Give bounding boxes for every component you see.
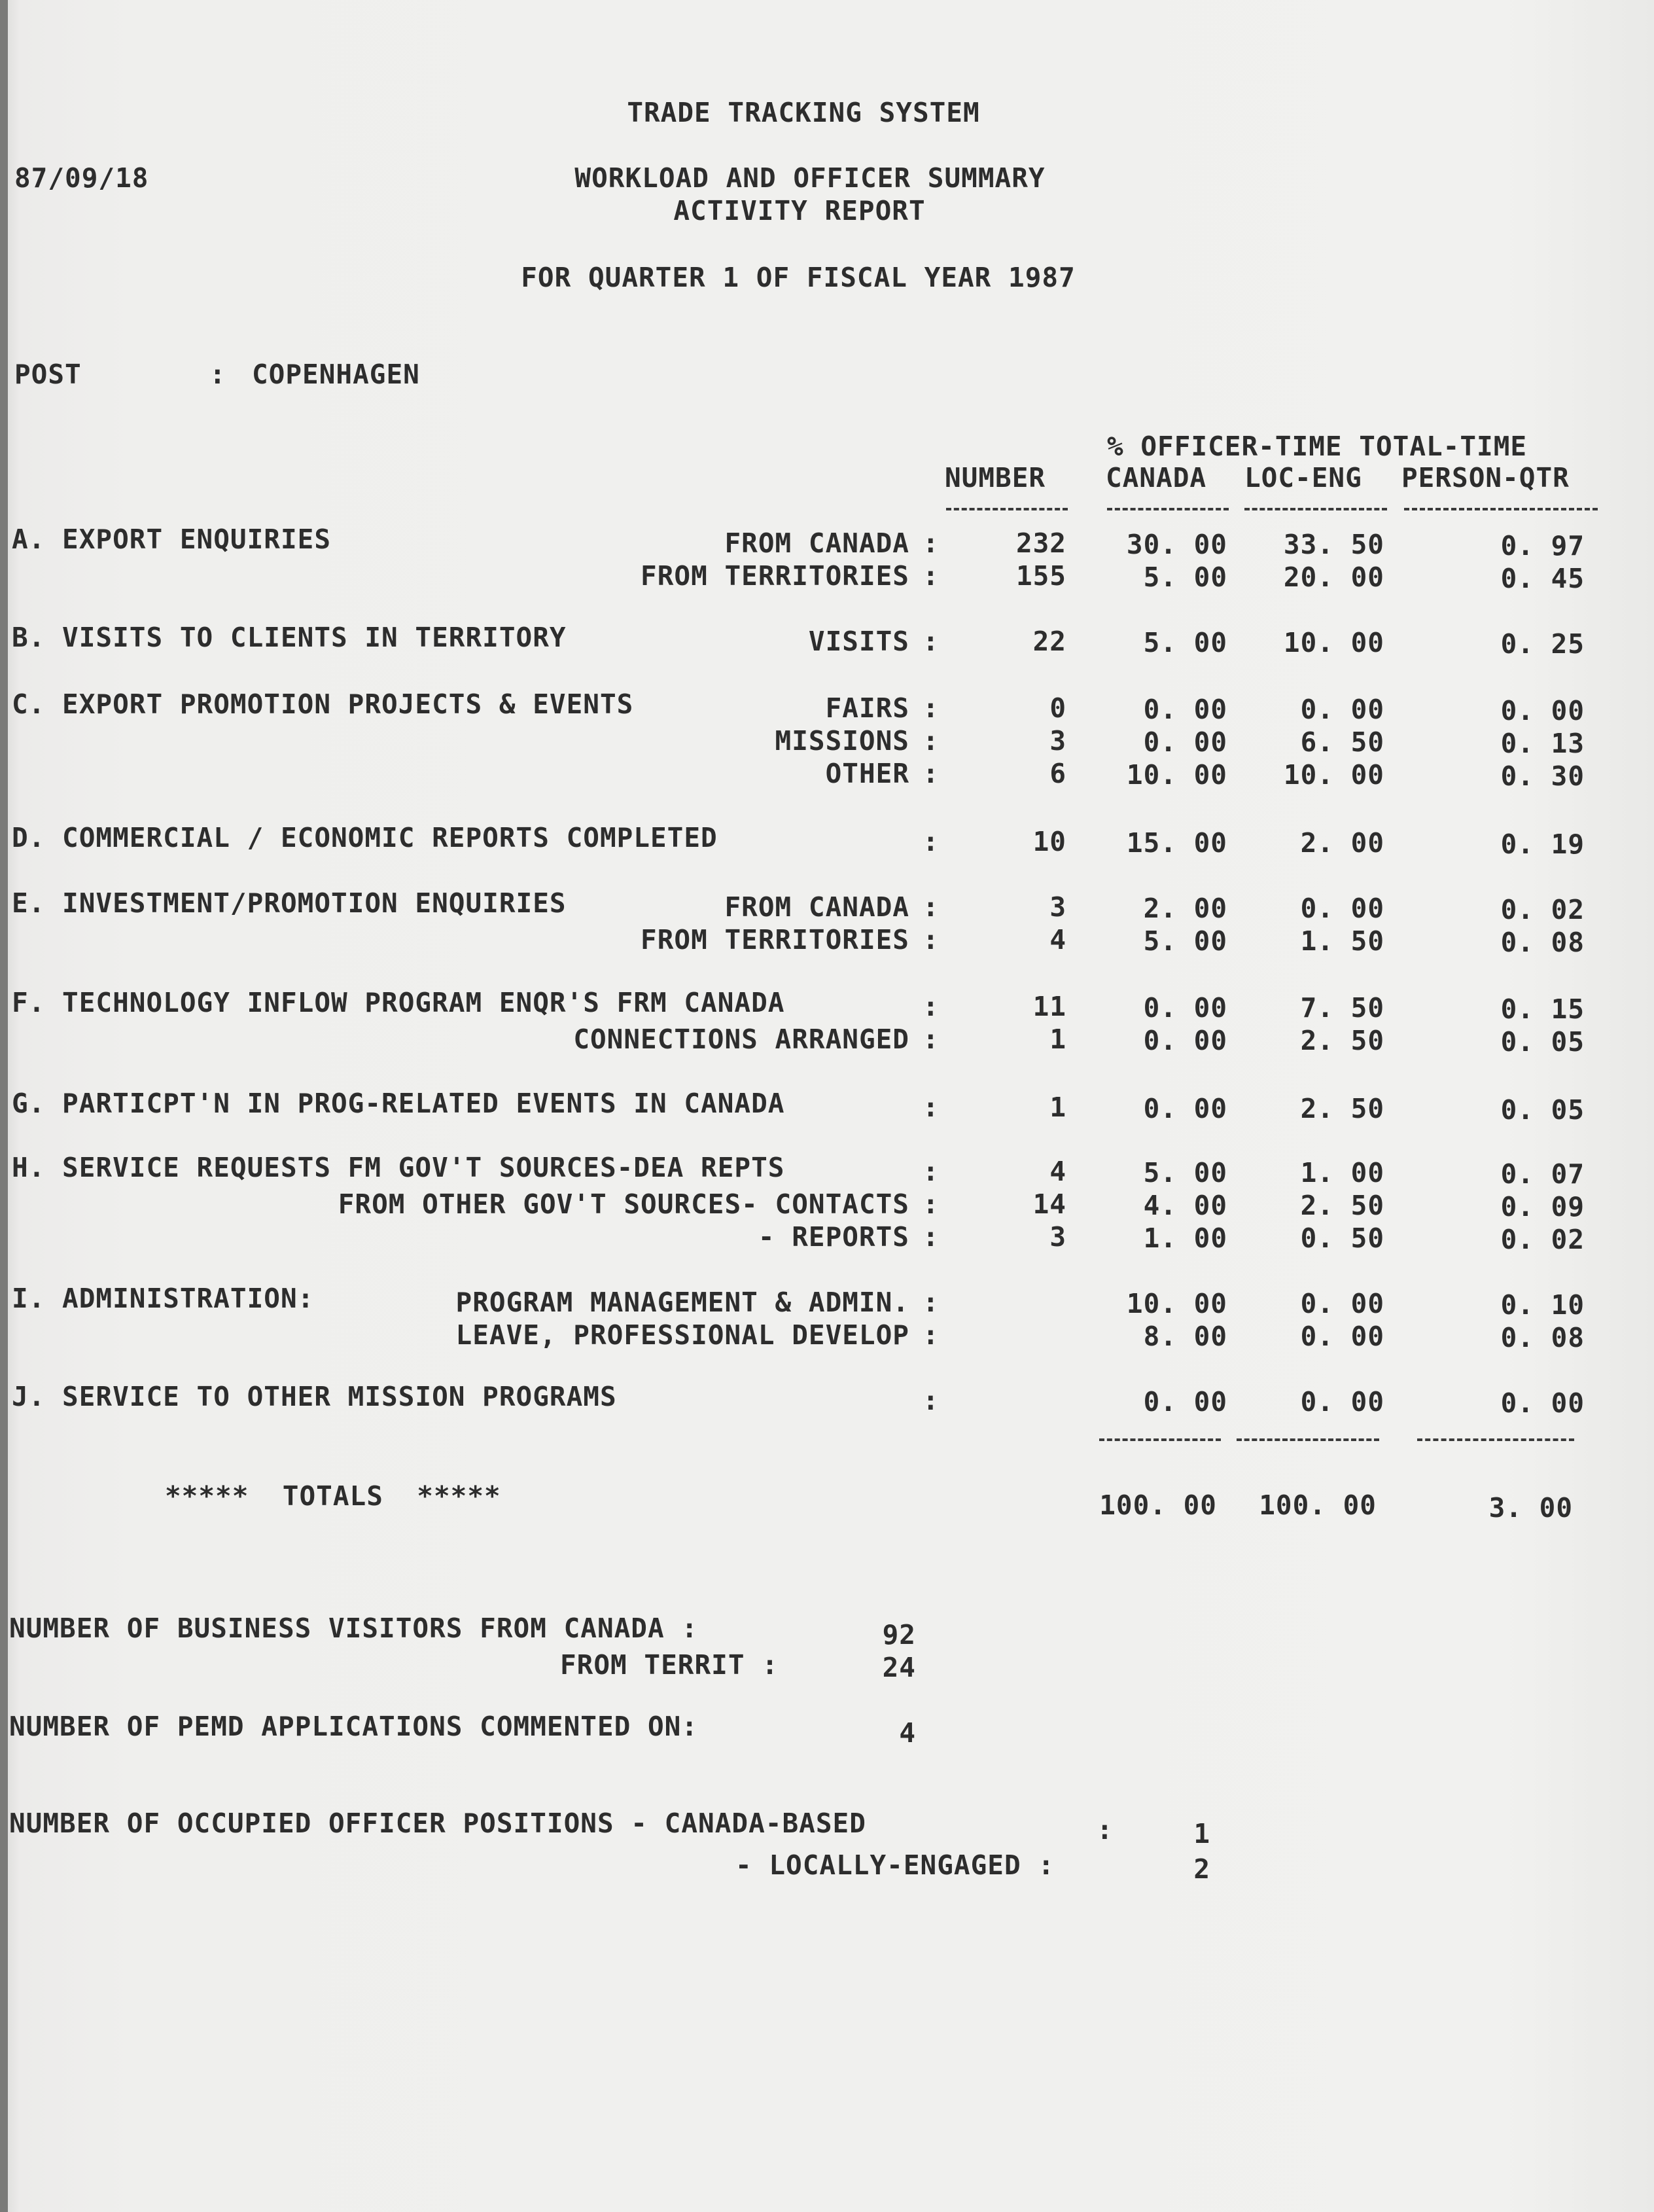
row-number: 1 [1049,1024,1066,1055]
system-title: TRADE TRACKING SYSTEM [627,97,980,128]
row-loc-eng-pct: 2. 50 [1300,1190,1384,1221]
row-person-qtr: 0. 09 [1500,1191,1585,1222]
row-canada-pct: 1. 00 [1143,1222,1227,1254]
row-separator: : [923,991,940,1022]
row-section-label: H. SERVICE REQUESTS FM GOV'T SOURCES-DEA REPTS [12,1152,785,1183]
row-loc-eng-pct: 0. 00 [1300,1288,1384,1319]
row-person-qtr: 0. 10 [1500,1289,1585,1321]
row-person-qtr: 0. 00 [1500,695,1585,726]
row-loc-eng-pct: 2. 50 [1300,1025,1384,1056]
totals-rule-person-qtr [1417,1438,1574,1441]
totals-canada: 100. 00 [1099,1490,1217,1521]
row-person-qtr: 0. 30 [1500,760,1585,792]
column-header-loc-eng: LOC-ENG [1244,462,1362,493]
row-sub-label: FAIRS [825,692,909,724]
visitors-territ-value: 24 [882,1652,916,1683]
row-separator: : [923,692,940,724]
row-canada-pct: 30. 00 [1126,529,1227,560]
row-loc-eng-pct: 7. 50 [1300,992,1384,1024]
row-canada-pct: 0. 00 [1143,992,1227,1024]
totals-rule-loc-eng [1237,1438,1379,1441]
row-number: 14 [1032,1188,1066,1220]
row-number: 10 [1032,826,1066,857]
row-section-label: F. TECHNOLOGY INFLOW PROGRAM ENQR'S FRM CANADA [12,987,785,1018]
row-section-label: E. INVESTMENT/PROMOTION ENQUIRIES [12,887,567,919]
column-header-canada: CANADA [1106,462,1207,493]
row-person-qtr: 0. 45 [1500,563,1585,594]
row-canada-pct: 0. 00 [1143,1025,1227,1056]
row-person-qtr: 0. 08 [1500,927,1585,958]
row-separator: : [923,1024,940,1055]
row-canada-pct: 5. 00 [1143,627,1227,658]
row-loc-eng-pct: 20. 00 [1283,562,1384,593]
row-person-qtr: 0. 15 [1500,993,1585,1025]
report-date: 87/09/18 [14,162,149,194]
row-loc-eng-pct: 33. 50 [1283,529,1384,560]
column-rule-person-qtr [1404,508,1598,510]
row-separator: : [923,1221,940,1253]
positions-locally-engaged-label: - LOCALLY-ENGAGED : [735,1849,1055,1881]
row-sub-label: PROGRAM MANAGEMENT & ADMIN. [455,1287,909,1318]
row-loc-eng-pct: 2. 50 [1300,1093,1384,1124]
column-header-person-qtr: PERSON-QTR [1401,462,1570,493]
row-number: 155 [1015,560,1066,592]
row-canada-pct: 5. 00 [1143,562,1227,593]
row-number: 11 [1032,991,1066,1022]
row-canada-pct: 0. 00 [1143,726,1227,758]
row-separator: : [923,626,940,657]
row-number: 1 [1049,1092,1066,1123]
row-sub-label: FROM OTHER GOV'T SOURCES- CONTACTS [338,1188,909,1220]
row-person-qtr: 0. 00 [1500,1387,1585,1419]
row-separator: : [923,1319,940,1351]
row-loc-eng-pct: 0. 00 [1300,1386,1384,1418]
row-section-label: I. ADMINISTRATION: [12,1283,315,1314]
row-number: 0 [1049,692,1066,724]
totals-loc-eng: 100. 00 [1259,1490,1377,1521]
row-separator: : [923,891,940,923]
pemd-value: 4 [899,1717,916,1749]
visitors-canada-value: 92 [882,1619,916,1650]
row-separator: : [923,560,940,592]
row-section-label: B. VISITS TO CLIENTS IN TERRITORY [12,622,567,653]
row-person-qtr: 0. 02 [1500,1224,1585,1255]
totals-person-qtr: 3. 00 [1488,1492,1573,1524]
positions-label: NUMBER OF OCCUPIED OFFICER POSITIONS - CANADA-BASED [9,1808,866,1839]
row-loc-eng-pct: 0. 00 [1300,694,1384,725]
row-sub-label: FROM TERRITORIES [641,560,909,592]
column-header-number: NUMBER [945,462,1046,493]
row-section-label: J. SERVICE TO OTHER MISSION PROGRAMS [12,1381,617,1412]
row-number: 3 [1049,891,1066,923]
row-loc-eng-pct: 0. 50 [1300,1222,1384,1254]
row-section-label: G. PARTICPT'N IN PROG-RELATED EVENTS IN CANADA [12,1088,785,1119]
row-separator: : [923,924,940,955]
row-person-qtr: 0. 25 [1500,628,1585,660]
row-person-qtr: 0. 02 [1500,894,1585,925]
row-sub-label: - REPORTS [758,1221,909,1253]
row-section-label: A. EXPORT ENQUIRIES [12,524,331,555]
row-loc-eng-pct: 0. 00 [1300,893,1384,924]
row-separator: : [923,1287,940,1318]
row-sub-label: MISSIONS [775,725,909,757]
row-sub-label: CONNECTIONS ARRANGED [573,1024,909,1055]
row-separator: : [923,826,940,857]
row-sub-label: VISITS [808,626,909,657]
row-number: 22 [1032,626,1066,657]
row-canada-pct: 0. 00 [1143,1093,1227,1124]
row-sub-label: FROM TERRITORIES [641,924,909,955]
row-person-qtr: 0. 05 [1500,1026,1585,1058]
totals-rule-canada [1099,1438,1221,1441]
row-canada-pct: 10. 00 [1126,759,1227,791]
row-person-qtr: 0. 19 [1500,829,1585,860]
post-value: COPENHAGEN [252,359,420,390]
report-title-line-2: ACTIVITY REPORT [673,195,926,226]
row-person-qtr: 0. 05 [1500,1094,1585,1126]
row-separator: : [923,1385,940,1416]
pemd-label: NUMBER OF PEMD APPLICATIONS COMMENTED ON: [9,1711,699,1742]
positions-canada-based-value: 1 [1193,1818,1210,1849]
row-person-qtr: 0. 07 [1500,1158,1585,1190]
row-canada-pct: 4. 00 [1143,1190,1227,1221]
row-person-qtr: 0. 08 [1500,1322,1585,1353]
row-number: 3 [1049,1221,1066,1253]
row-loc-eng-pct: 10. 00 [1283,759,1384,791]
row-sub-label: LEAVE, PROFESSIONAL DEVELOP [455,1319,909,1351]
row-loc-eng-pct: 2. 00 [1300,827,1384,859]
column-rule-canada [1107,508,1229,510]
row-separator: : [923,1156,940,1187]
row-loc-eng-pct: 1. 50 [1300,925,1384,957]
row-number: 232 [1015,527,1066,559]
row-separator: : [923,1188,940,1220]
row-loc-eng-pct: 1. 00 [1300,1157,1384,1188]
row-number: 6 [1049,758,1066,789]
row-number: 4 [1049,924,1066,955]
row-section-label: C. EXPORT PROMOTION PROJECTS & EVENTS [12,688,634,720]
row-canada-pct: 15. 00 [1126,827,1227,859]
row-number: 4 [1049,1156,1066,1187]
visitors-label: NUMBER OF BUSINESS VISITORS FROM CANADA : [9,1613,699,1644]
report-period: FOR QUARTER 1 OF FISCAL YEAR 1987 [521,262,1076,293]
row-sub-label: OTHER [825,758,909,789]
row-separator: : [923,527,940,559]
row-canada-pct: 5. 00 [1143,1157,1227,1188]
row-canada-pct: 0. 00 [1143,694,1227,725]
row-person-qtr: 0. 13 [1500,728,1585,759]
row-canada-pct: 8. 00 [1143,1321,1227,1352]
row-separator: : [923,1092,940,1123]
post-label: POST [14,359,82,390]
report-title-line-1: WORKLOAD AND OFFICER SUMMARY [574,162,1046,194]
row-loc-eng-pct: 6. 50 [1300,726,1384,758]
row-section-label: D. COMMERCIAL / ECONOMIC REPORTS COMPLETED [12,822,718,853]
page-edge-shadow [0,0,8,2212]
row-loc-eng-pct: 10. 00 [1283,627,1384,658]
row-sub-label: FROM CANADA [724,527,909,559]
post-separator: : [209,359,226,390]
row-separator: : [923,758,940,789]
positions-locally-engaged-value: 2 [1193,1853,1210,1885]
visitors-territ-label: FROM TERRIT : [560,1649,779,1681]
column-rule-number [946,508,1068,510]
row-sub-label: FROM CANADA [724,891,909,923]
positions-separator: : [1097,1814,1114,1846]
column-group-header: % OFFICER-TIME TOTAL-TIME [1107,431,1528,462]
row-separator: : [923,725,940,757]
row-canada-pct: 5. 00 [1143,925,1227,957]
row-person-qtr: 0. 97 [1500,530,1585,562]
row-canada-pct: 0. 00 [1143,1386,1227,1418]
row-loc-eng-pct: 0. 00 [1300,1321,1384,1352]
row-canada-pct: 10. 00 [1126,1288,1227,1319]
row-canada-pct: 2. 00 [1143,893,1227,924]
totals-label: ***** TOTALS ***** [165,1480,501,1512]
row-number: 3 [1049,725,1066,757]
column-rule-loc-eng [1244,508,1387,510]
